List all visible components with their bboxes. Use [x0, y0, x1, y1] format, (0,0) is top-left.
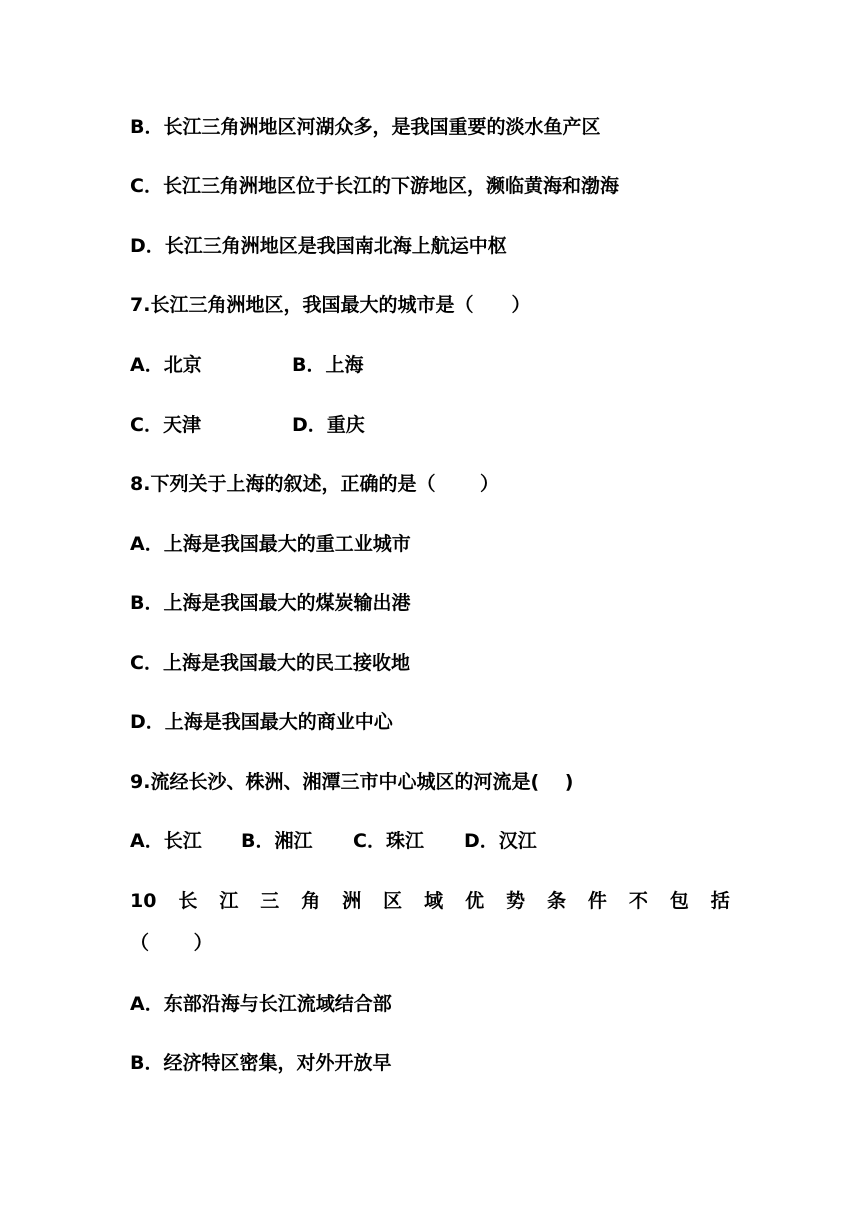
q9-option-b: B．湘江 [241, 830, 313, 852]
q9-option-c: C．珠江 [353, 830, 424, 852]
q7-option-b: B．上海 [292, 354, 364, 376]
q10-char: 包 [669, 890, 689, 912]
q8-stem: 8.下列关于上海的叙述，正确的是（ ） [130, 473, 500, 495]
q10-option-b: B．经济特区密集，对外开放早 [130, 1052, 392, 1074]
q10-option-a: A．东部沿海与长江流域结合部 [130, 993, 392, 1015]
q10-char: 域 [424, 890, 444, 912]
q8-option-c: C．上海是我国最大的民工接收地 [130, 652, 410, 674]
q10-char: 括 [710, 890, 730, 912]
q10-char: 优 [465, 890, 485, 912]
q6-option-b: B．长江三角洲地区河湖众多，是我国重要的淡水鱼产区 [130, 116, 601, 138]
q7-option-d: D．重庆 [292, 414, 365, 436]
q8-option-b: B．上海是我国最大的煤炭输出港 [130, 592, 411, 614]
q10-char: 10 [130, 890, 157, 912]
q10-char: 洲 [342, 890, 362, 912]
q10-char: 件 [587, 890, 607, 912]
q10-char: 区 [383, 890, 403, 912]
q9-stem: 9.流经长沙、株洲、湘潭三市中心城区的河流是( ) [130, 771, 574, 793]
q8-option-a: A．上海是我国最大的重工业城市 [130, 533, 411, 555]
q6-option-d: D．长江三角洲地区是我国南北海上航运中枢 [130, 235, 507, 257]
q10-char: 条 [546, 890, 566, 912]
q7-stem: 7.长江三角洲地区，我国最大的城市是（ ） [130, 294, 531, 316]
q10-answer-paren: （ ） [130, 932, 213, 954]
q10-stem [130, 889, 730, 913]
q10-char: 不 [628, 890, 648, 912]
q10-char: 角 [301, 890, 321, 912]
q8-option-d: D．上海是我国最大的商业中心 [130, 711, 393, 733]
q10-char: 江 [219, 890, 239, 912]
q6-option-c: C．长江三角洲地区位于长江的下游地区，濒临黄海和渤海 [130, 175, 619, 197]
q10-char: 三 [260, 890, 280, 912]
q10-char: 长 [178, 890, 198, 912]
q9-option-d: D．汉江 [464, 830, 537, 852]
q7-option-c: C．天津 [130, 414, 201, 436]
q10-char: 势 [506, 890, 526, 912]
q9-option-a: A．长江 [130, 830, 202, 852]
q7-option-a: A．北京 [130, 354, 202, 376]
